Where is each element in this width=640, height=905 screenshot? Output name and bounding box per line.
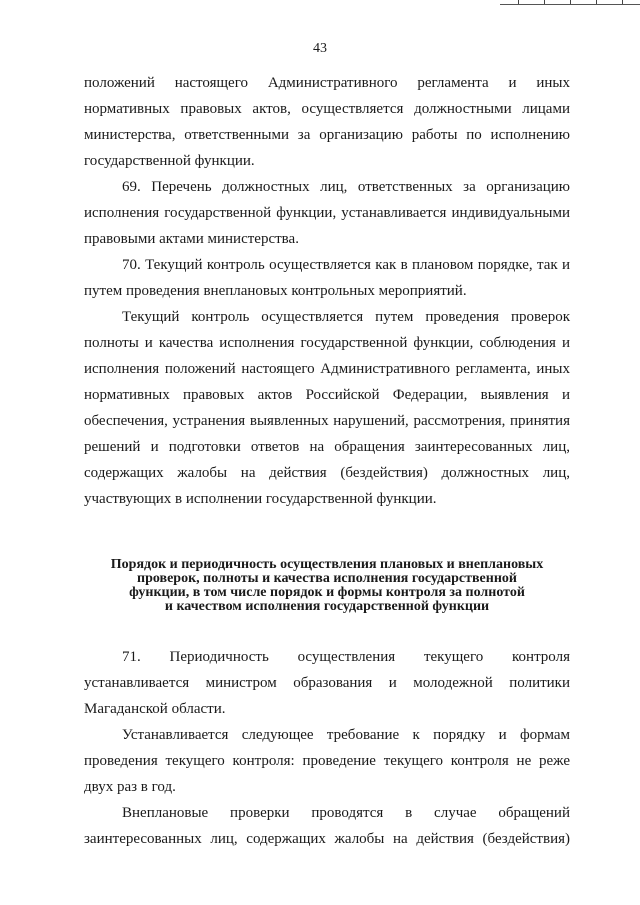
paragraph-71: 71. Периодичность осуществления текущего контроля устанавливается министром образования и молодежной политики Магаданской области. xyxy=(84,649,570,717)
scan-tick xyxy=(596,0,597,4)
document-body xyxy=(84,70,570,852)
scan-tick xyxy=(518,0,519,4)
paragraph-69: 69. Перечень должностных лиц, ответственных за организацию исполнения государственной функции, устанавливается индивидуальными правовыми актами министерства. xyxy=(84,179,570,247)
paragraph-70: 70. Текущий контроль осуществляется как в плановом порядке, так и путем проведения внеплановых контрольных мероприятий. xyxy=(84,257,570,299)
scan-tick xyxy=(622,0,623,4)
paragraph-requirement: Устанавливается следующее требование к порядку и формам проведения текущего контроля: проведение текущего контроля не реже двух раз в год. xyxy=(84,727,570,795)
paragraph-continuation: положений настоящего Административного регламента и иных нормативных правовых актов, осуществляется должностными лицами министерства, ответственными за организацию работы по исполнению государственной функции. xyxy=(84,75,570,169)
paragraph-unscheduled-checks: Внеплановые проверки проводятся в случае обращений заинтересованных лиц, содержащих жалобы на действия (бездействия) xyxy=(84,805,570,847)
page-number: 43 xyxy=(313,41,327,56)
section-heading-line: Порядок и периодичность осуществления плановых и внеплановых xyxy=(110,557,544,572)
section-heading-line: проверок, полноты и качества исполнения государственной xyxy=(137,571,517,586)
paragraph-current-control: Текущий контроль осуществляется путем проведения проверок полноты и качества исполнения государственной функции, соблюдения и исполнения положений настоящего Административного регламента, иных нормативных правовых актов Российской Федерации, выявления и обеспечения, устранения выявленных нарушений, рассмотрения, принятия решений и подготовки ответов на обращения заинтересованных лиц, содержащих жалобы на действия (бездействия) должностных лиц, участвующих в исполнении государственной функции. xyxy=(84,309,570,507)
scan-tick xyxy=(570,0,571,4)
section-heading-line: и качеством исполнения государственной функции xyxy=(164,599,490,614)
section-heading-line: функции, в том числе порядок и формы контроля за полнотой xyxy=(129,585,525,600)
scan-corner-mark xyxy=(500,0,640,5)
spacer xyxy=(84,614,570,644)
section-heading xyxy=(84,558,570,614)
scan-tick xyxy=(544,0,545,4)
